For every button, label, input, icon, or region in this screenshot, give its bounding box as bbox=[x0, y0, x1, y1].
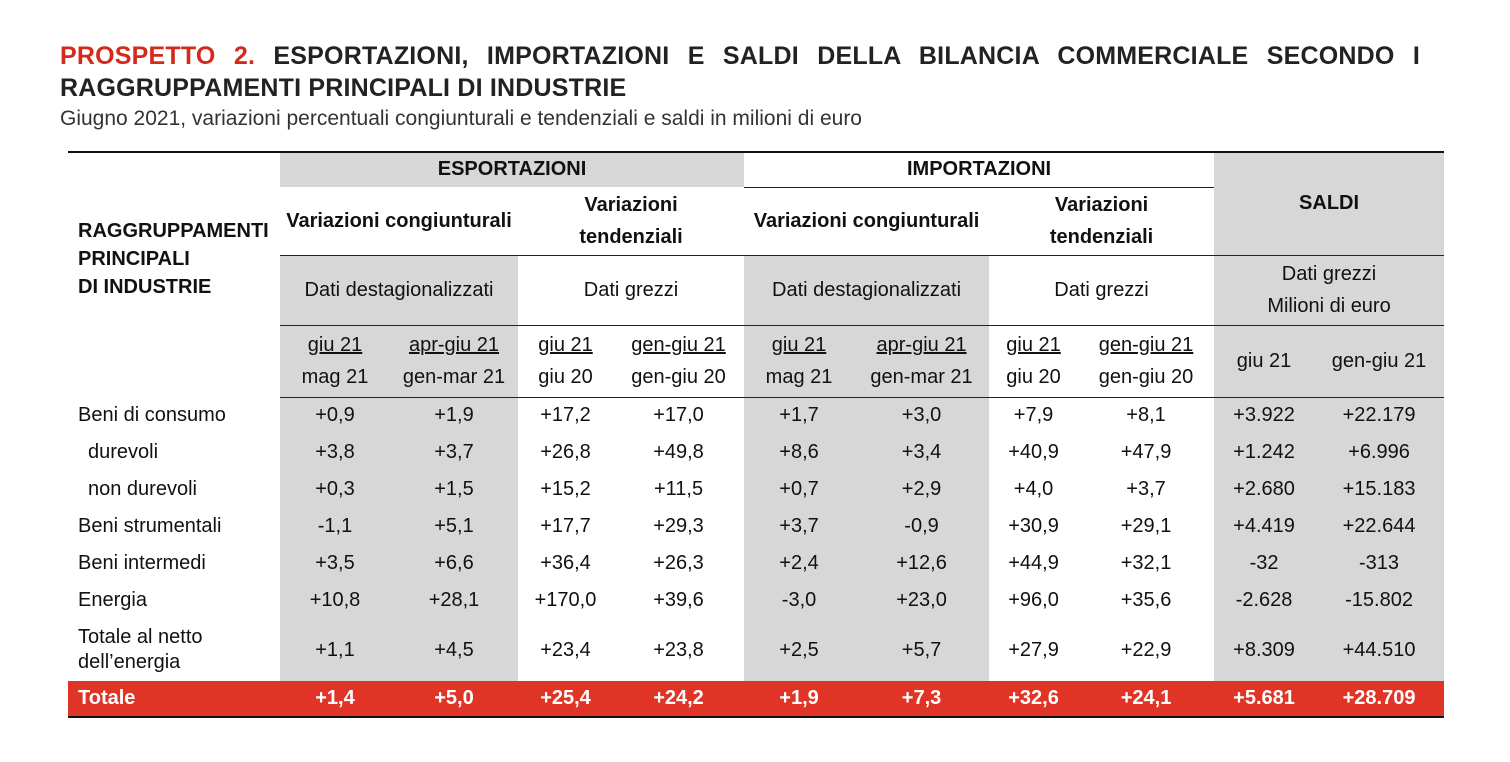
total-cell: +7,3 bbox=[854, 681, 989, 717]
group-header-imports: IMPORTAZIONI bbox=[744, 152, 1214, 187]
period-top: apr-giu 21 bbox=[876, 334, 967, 356]
cell: -32 bbox=[1214, 545, 1314, 582]
group-header-exports: ESPORTAZIONI bbox=[280, 152, 744, 187]
period-top: apr-giu 21 bbox=[408, 334, 500, 356]
cell: +3,7 bbox=[390, 434, 518, 471]
cell: +17,7 bbox=[540, 515, 591, 537]
period-header bbox=[989, 325, 1078, 397]
cell: +96,0 bbox=[1008, 589, 1059, 611]
saldi-unit-line-1: Dati grezzi bbox=[1281, 263, 1377, 285]
table-row bbox=[68, 619, 1444, 681]
cell: +44,9 bbox=[1008, 552, 1059, 574]
row-header-line-3: DI INDUSTRIE bbox=[78, 276, 212, 298]
period-bottom: gen-giu 20 bbox=[631, 366, 726, 388]
cell: +27,9 bbox=[1008, 638, 1059, 661]
cell: +2,4 bbox=[744, 545, 854, 582]
cell: +5,7 bbox=[854, 619, 989, 681]
period-bottom: gen-mar 21 bbox=[870, 366, 973, 388]
total-cell: +25,4 bbox=[518, 681, 613, 717]
imports-tend-line-1: Variazioni bbox=[1054, 194, 1149, 216]
total-label: Totale bbox=[68, 681, 280, 717]
row-label: Energia bbox=[78, 589, 147, 611]
table-row bbox=[68, 397, 1444, 434]
exports-tend-header bbox=[518, 187, 744, 255]
imports-tend-line-2: tendenziali bbox=[1049, 226, 1154, 248]
period-top: gen-giu 21 bbox=[1098, 334, 1194, 356]
cell: +23,0 bbox=[854, 582, 989, 619]
row-label bbox=[68, 619, 280, 681]
cell: +1,1 bbox=[280, 619, 390, 681]
total-cell: +28.709 bbox=[1314, 681, 1444, 717]
cell: +29,1 bbox=[1120, 515, 1172, 537]
saldi-unit-label bbox=[1214, 255, 1444, 325]
period-header bbox=[280, 325, 390, 397]
period-header bbox=[613, 325, 744, 397]
total-cell: +1,9 bbox=[744, 681, 854, 717]
cell: +170,0 bbox=[534, 589, 597, 611]
cell: +0,7 bbox=[744, 471, 854, 508]
row-header-line-2: PRINCIPALI bbox=[78, 248, 190, 270]
cell: +1,5 bbox=[390, 471, 518, 508]
cell: -3,0 bbox=[744, 582, 854, 619]
cell: +8.309 bbox=[1214, 619, 1314, 681]
cell: -313 bbox=[1314, 545, 1444, 582]
cell: +22.644 bbox=[1314, 508, 1444, 545]
cell: +4,5 bbox=[390, 619, 518, 681]
cell: +47,9 bbox=[1120, 441, 1172, 463]
cell: +39,6 bbox=[653, 589, 704, 611]
period-header bbox=[1078, 325, 1214, 397]
cell: +8,1 bbox=[1126, 404, 1166, 427]
cell: +17,2 bbox=[540, 404, 591, 427]
period-bottom: mag 21 bbox=[301, 366, 369, 388]
table-bottom-rule bbox=[68, 717, 1444, 719]
period-bottom: giu 20 bbox=[538, 366, 593, 388]
cell: +3,7 bbox=[744, 508, 854, 545]
cell: +22,9 bbox=[1120, 638, 1172, 661]
cell: +17,0 bbox=[653, 404, 704, 427]
table-subtitle: Giugno 2021, variazioni percentuali congiunturali e tendenziali e saldi in milioni di euro bbox=[60, 107, 862, 130]
cell: +30,9 bbox=[1008, 515, 1059, 537]
cell: +23,8 bbox=[653, 638, 704, 661]
table-row bbox=[68, 582, 1444, 619]
cell: +36,4 bbox=[540, 552, 591, 574]
total-cell: +5,0 bbox=[390, 681, 518, 717]
title-text-1: ESPORTAZIONI, IMPORTAZIONI E SALDI DELLA BILANCIA COMMERCIALE SECONDO I bbox=[273, 42, 1420, 70]
imports-tend-header bbox=[989, 187, 1214, 255]
period-bottom: gen-mar 21 bbox=[402, 366, 506, 388]
period-top: giu 21 bbox=[307, 334, 363, 356]
period-top: giu 21 bbox=[771, 334, 827, 356]
cell: +2.680 bbox=[1214, 471, 1314, 508]
cell: +1,7 bbox=[744, 397, 854, 434]
period-top: gen-giu 21 bbox=[631, 334, 726, 356]
total-cell: +32,6 bbox=[989, 681, 1078, 717]
row-header-cell bbox=[68, 152, 280, 397]
total-cell: +5.681 bbox=[1214, 681, 1314, 717]
exports-cong-header: Variazioni congiunturali bbox=[280, 187, 518, 255]
period-bottom: mag 21 bbox=[765, 366, 833, 388]
cell: +11,5 bbox=[653, 478, 704, 500]
table-row bbox=[68, 508, 1444, 545]
cell: +0,3 bbox=[280, 471, 390, 508]
exports-tend-line-2: tendenziali bbox=[579, 226, 683, 248]
period-bottom: gen-giu 20 bbox=[1098, 366, 1194, 388]
cell: +49,8 bbox=[653, 441, 704, 463]
cell: +6.996 bbox=[1314, 434, 1444, 471]
row-label: Beni intermedi bbox=[78, 552, 206, 574]
cell: +2,5 bbox=[744, 619, 854, 681]
table-row bbox=[68, 434, 1444, 471]
imports-grezzi-label: Dati grezzi bbox=[989, 255, 1214, 325]
period-top: giu 21 bbox=[1006, 334, 1061, 356]
cell: +3.922 bbox=[1214, 397, 1314, 434]
saldi-period-header: gen-giu 21 bbox=[1314, 325, 1444, 397]
cell: +26,3 bbox=[653, 552, 704, 574]
cell: -1,1 bbox=[280, 508, 390, 545]
cell: +29,3 bbox=[653, 515, 704, 537]
row-label: Beni strumentali bbox=[78, 515, 222, 537]
title-prefix: PROSPETTO 2. bbox=[60, 42, 256, 70]
saldi-unit-line-2: Milioni di euro bbox=[1267, 295, 1391, 317]
title-line-2: RAGGRUPPAMENTI PRINCIPALI DI INDUSTRIE bbox=[60, 74, 627, 102]
period-header bbox=[854, 325, 989, 397]
cell: -0,9 bbox=[854, 508, 989, 545]
imports-destag-label: Dati destagionalizzati bbox=[744, 255, 989, 325]
total-cell: +24,1 bbox=[1078, 681, 1214, 717]
cell: +3,0 bbox=[854, 397, 989, 434]
cell: +0,9 bbox=[280, 397, 390, 434]
cell: +23,4 bbox=[540, 638, 591, 661]
cell: +3,8 bbox=[280, 434, 390, 471]
table-row bbox=[68, 545, 1444, 582]
row-label-line-2: dell’energia bbox=[78, 651, 181, 673]
row-label: non durevoli bbox=[88, 478, 197, 500]
cell: +1.242 bbox=[1214, 434, 1314, 471]
period-header bbox=[390, 325, 518, 397]
cell: +1,9 bbox=[390, 397, 518, 434]
cell: +12,6 bbox=[854, 545, 989, 582]
exports-destag-label: Dati destagionalizzati bbox=[280, 255, 518, 325]
row-header-line-1: RAGGRUPPAMENTI bbox=[78, 220, 269, 242]
cell: +3,4 bbox=[854, 434, 989, 471]
total-row bbox=[68, 681, 1444, 717]
cell: +6,6 bbox=[390, 545, 518, 582]
saldi-period-header: giu 21 bbox=[1214, 325, 1314, 397]
cell: +28,1 bbox=[390, 582, 518, 619]
cell: +40,9 bbox=[1008, 441, 1059, 463]
total-cell: +24,2 bbox=[613, 681, 744, 717]
cell: +4,0 bbox=[1013, 478, 1054, 500]
cell: +10,8 bbox=[280, 582, 390, 619]
cell: +22.179 bbox=[1314, 397, 1444, 434]
cell: +15.183 bbox=[1314, 471, 1444, 508]
cell: +26,8 bbox=[540, 441, 591, 463]
period-bottom: giu 20 bbox=[1006, 366, 1061, 388]
cell: +3,7 bbox=[1126, 478, 1166, 500]
cell: +15,2 bbox=[540, 478, 591, 500]
table-title bbox=[60, 40, 1420, 104]
cell: +7,9 bbox=[1013, 404, 1054, 427]
cell: +32,1 bbox=[1120, 552, 1172, 574]
cell: +44.510 bbox=[1314, 619, 1444, 681]
group-header-saldi: SALDI bbox=[1214, 152, 1444, 255]
cell: +2,9 bbox=[854, 471, 989, 508]
cell: +5,1 bbox=[390, 508, 518, 545]
total-cell: +1,4 bbox=[280, 681, 390, 717]
title-line-1 bbox=[60, 40, 1420, 72]
period-top: giu 21 bbox=[538, 334, 593, 356]
period-header bbox=[744, 325, 854, 397]
row-label: Beni di consumo bbox=[78, 404, 226, 426]
trade-balance-table bbox=[68, 151, 1444, 719]
imports-cong-header: Variazioni congiunturali bbox=[744, 187, 989, 255]
cell: +8,6 bbox=[744, 434, 854, 471]
exports-grezzi-label: Dati grezzi bbox=[518, 255, 744, 325]
cell: +35,6 bbox=[1120, 589, 1172, 611]
row-label: durevoli bbox=[88, 441, 159, 463]
cell: +4.419 bbox=[1214, 508, 1314, 545]
period-header bbox=[518, 325, 613, 397]
cell: -15.802 bbox=[1314, 582, 1444, 619]
row-label-line-1: Totale al netto bbox=[78, 626, 203, 648]
cell: -2.628 bbox=[1214, 582, 1314, 619]
cell: +3,5 bbox=[280, 545, 390, 582]
table-row bbox=[68, 471, 1444, 508]
exports-tend-line-1: Variazioni bbox=[584, 194, 678, 216]
